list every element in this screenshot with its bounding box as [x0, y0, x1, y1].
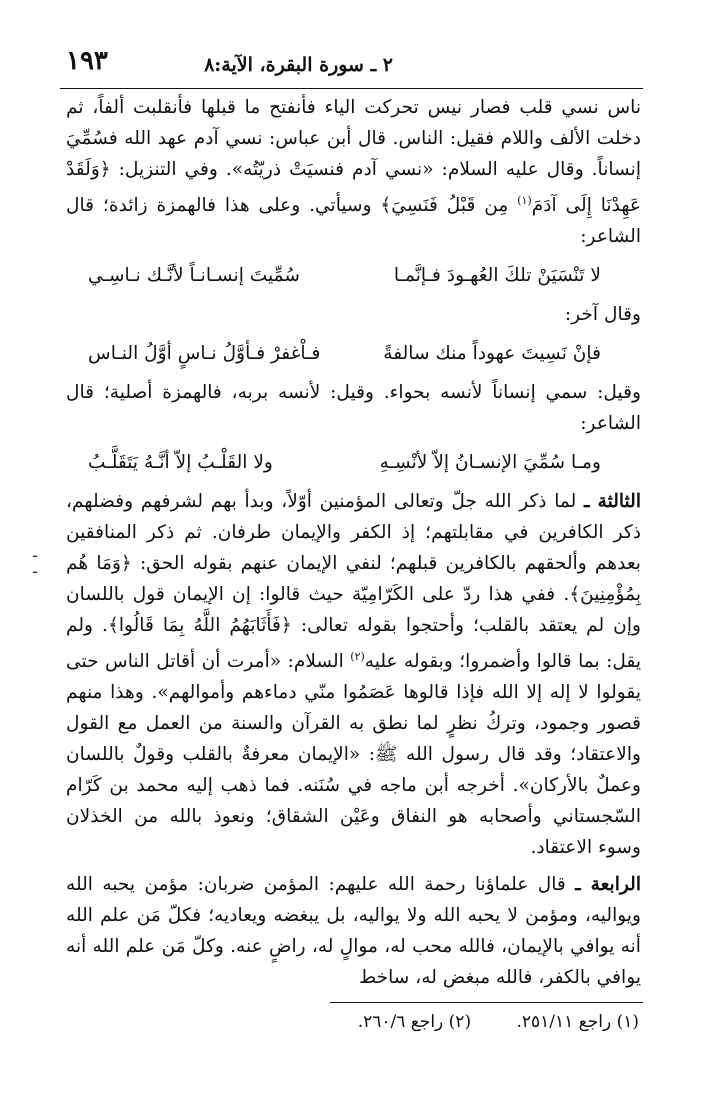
- text-line: بالكافرين قبلهم؛ لنفي الإيمان عنهم بقوله الحق: ﴿وَمَا هُم بِمُؤْمِنِينَ﴾. ففي هذا ردّ: [66, 553, 641, 606]
- footnote: (١) راجع ٢٥١/١١.: [516, 1012, 639, 1032]
- text-line: الكافرين في مقابلتهم؛ إذ الكفر والإيمان طرفان. ثم ذكر المنافقين بعدهم وألحقهم: [66, 522, 641, 575]
- text-line: محب له، موالٍ له، راضٍ عنه. وكلّ مَن علم الله أنه يوافي بالكفر، فالله مبغض له، ساخط: [66, 936, 641, 989]
- text-line: السّجستاني وأصحابه هو النفاق وعَيْن الشقاق؛ ونعوذ بالله من الخذلان وسوء الاعتقاد.: [66, 806, 641, 859]
- text-line: بقوله تعالى: ﴿فَأَثَابَهُمُ اللَّهُ بِمَا قَالُوا﴾. ولم يقل: بما قالوا وأضمروا؛ وبقوله عليه: [66, 615, 641, 673]
- poem-verse: [66, 336, 641, 371]
- text-line: لما ذكر الله جلّ وتعالى المؤمنين أوّلاً، وبدأ بهم لشرفهم وفضلهم، ذكر: [66, 491, 641, 544]
- paragraph-fourth: [66, 869, 641, 993]
- verse-intro: وقال آخر:: [564, 304, 641, 326]
- poem-verse: [66, 258, 641, 293]
- text-line: دماءهم وأموالهم». وهذا منهم قصور وجمود، وتركُ نظرٍ لما نطق به القرآن والسنة: [66, 682, 642, 735]
- page-header: [60, 42, 643, 89]
- paragraph-ins: وقيل: سمي إنساناً لأنسه بحواء. وقيل: لأنسه بربه، فالهمزة أصلية؛ قال الشاعر:: [66, 382, 641, 435]
- section-label: الرابعة ـ: [575, 874, 641, 896]
- margin-mark: -: [32, 561, 39, 582]
- verse-hemistich: فإنْ نَسِيتَ عهوداً منك سالفةً: [383, 343, 601, 365]
- paragraph-etymology: [66, 92, 641, 252]
- margin-mark: -: [32, 545, 39, 566]
- footnote: (٢) راجع ٢٦٠/٦.: [357, 1012, 472, 1032]
- footnote-divider: [330, 1002, 643, 1003]
- verse-hemistich: لا تَنْسَيَنْ تلكَ العُهـودَ فـإنَّمـا: [393, 265, 601, 287]
- text-line: السلام: «نسي آدم فنسيَتْ ذريّتُه». وفي التنزيل: ﴿وَلَقَدْ عَهِدْنَا إِلَى آدَمَ: [66, 159, 642, 217]
- text-line: باللسان وعملٌ بالأركان». أخرجه أبن ماجه في سُنَنه. فما ذهب إليه محمد بن كَرّام: [66, 744, 641, 797]
- text-line: ناس نسي قلب فصار نيس تحركت الياء فأنفتح ما قبلها فأنقلبت ألفاً، ثم دخلت الألف: [66, 97, 641, 149]
- footnotes: [318, 1012, 639, 1032]
- text-line: قال علماؤنا رحمة الله عليهم: المؤمن ضربان: مؤمن يحبه الله ويواليه،: [66, 874, 641, 927]
- section-label: الثالثة ـ: [583, 491, 641, 513]
- running-title: ٢ ـ سورة البقرة، الآية:٨: [204, 54, 393, 76]
- poem-verse: [66, 445, 641, 480]
- text-line: على الكَرّامِيّة حيث قالوا: إن الإيمان قول باللسان وإن لم يعتقد بالقلب؛ وأحتجوا: [66, 584, 641, 637]
- page-number: ١٩٣: [66, 46, 108, 76]
- margin-marks: [32, 545, 39, 582]
- footnote-ref: (١): [517, 194, 532, 207]
- text-line: مِن قَبْلُ فَنَسِيَ﴾ وسيأتي. وعلى هذا فالهمزة زائدة؛ قال الشاعر:: [66, 195, 641, 248]
- verse-hemistich: ومـا سُمِّيَ الإنسـانُ إلاّ لأنْسِـهِ: [379, 452, 601, 474]
- verse-hemistich: ولا القَلْـبُ إلاّ أنَّـهُ يَتَقَلَّـبُ: [88, 452, 273, 474]
- verse-hemistich: فـاْغفرْ فـأوَّلُ نـاسٍ أوَّلُ النـاس: [88, 343, 321, 365]
- text-line: السلام: «أمرت أن أقاتل الناس حتى يقولوا لا إله إلا الله فإذا قالوها عَصَمُوا منّي: [66, 651, 641, 704]
- text-line: واللام فقيل: الناس. قال أبن عباس: نسي آدم عهد الله فسُمِّيَ إنساناً. وقال عليه: [66, 128, 641, 180]
- page-body: [66, 92, 641, 993]
- text-line: ومؤمن لا يحبه الله ولا يواليه، بل يبغضه ويعاديه؛ فكلّ مَن علم الله أنه يوافي بالإيمان، فالله: [66, 905, 641, 958]
- verse-hemistich: سُمِّيتَ إنسـانـاً لأنَّـك نـاسِـي: [88, 265, 300, 287]
- text-line: من العمل مع القول والاعتقاد؛ وقد قال رسول الله ﷺ: «الإيمان معرفةٌ بالقلب وقولٌ: [66, 713, 641, 766]
- paragraph-third: [66, 486, 641, 863]
- footnote-ref: (٢): [350, 650, 365, 664]
